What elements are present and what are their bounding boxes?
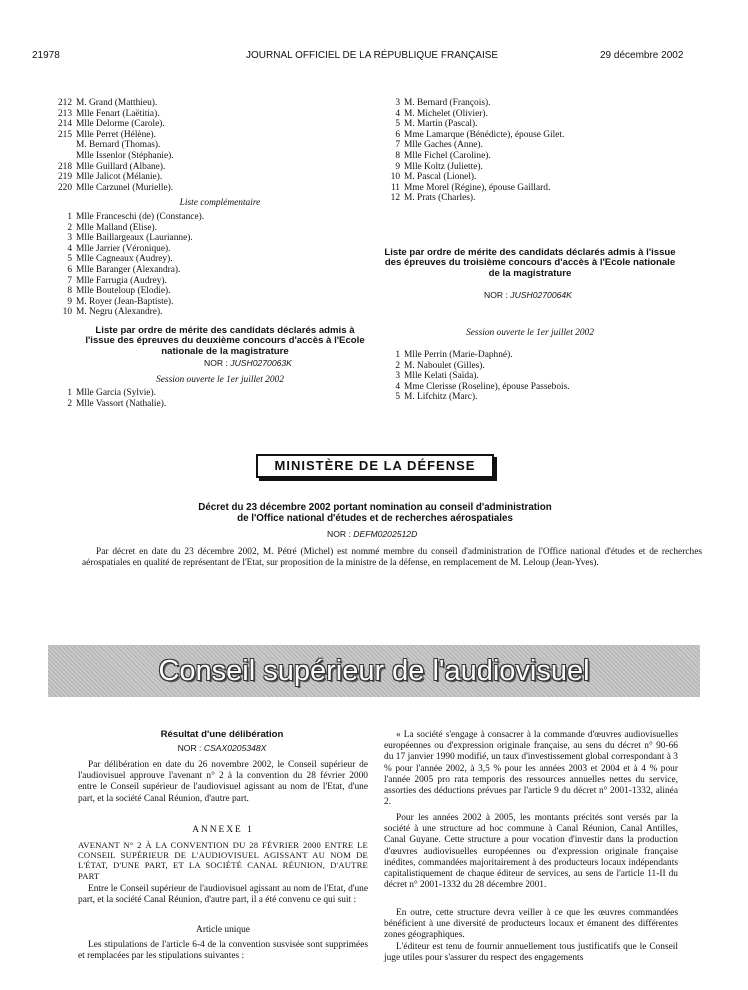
list-item-name: Mlle Cagneaux (Audrey). xyxy=(76,254,173,265)
list-item-name: M. Negru (Alexandre). xyxy=(76,307,163,318)
list-item-number: 5 xyxy=(395,392,400,403)
list-item-number: 219 xyxy=(57,172,72,183)
liste-complementaire-title: Liste complémentaire xyxy=(179,198,261,208)
list-item-number: 215 xyxy=(57,129,72,140)
left-list-2 xyxy=(50,212,350,318)
list-item xyxy=(50,286,350,297)
decret-body: Par décret en date du 23 décembre 2002, M. Pétré (Michel) est nommé membre du conseil d'administration de l'Office national d'études et de recherches aérospatiales en qualité de représentant de l'Etat, sur proposition de la ministre de la défense, en remplacement de M. Leloup (Jean-Yves). xyxy=(82,547,702,569)
list-item-name: Mlle Koltz (Juliette). xyxy=(404,161,483,172)
article-heading: Article unique xyxy=(196,925,250,935)
list-item xyxy=(50,399,350,410)
list-item-name: M. Bernard (François). xyxy=(404,98,491,108)
list-item-name: Mlle Vassort (Nathalie). xyxy=(76,398,167,409)
list-item-name: M. Pascal (Lionel). xyxy=(404,172,477,183)
list-item xyxy=(378,382,718,393)
decret-title-2: de l'Office national d'études et de recherches aérospatiales xyxy=(237,513,513,524)
list-item-name: Mlle Malland (Elise). xyxy=(76,222,157,233)
list-item-number: 12 xyxy=(390,193,400,204)
list-item-number: 8 xyxy=(67,286,72,297)
third-concours-title: Liste par ordre de mérite des candidats déclarés admis à l'issue des épreuves du troisième concours d'accès à l'Ecole nationale de la magistrature xyxy=(384,247,676,279)
list-item-number: 10 xyxy=(390,172,400,183)
list-item-number: 6 xyxy=(67,264,72,275)
list-item xyxy=(50,244,350,255)
list-item-number: 2 xyxy=(67,398,72,409)
nor-label: NOR : xyxy=(177,743,202,753)
list-item-number: 218 xyxy=(57,161,72,172)
stipulations-paragraph: Les stipulations de l'article 6-4 de la convention susvisée sont supprimées et remplacées par les stipulations suivantes : xyxy=(78,940,368,962)
list-item xyxy=(50,212,350,223)
list-item-number: 9 xyxy=(395,161,400,172)
list-item-name: Mlle Carzunel (Murielle). xyxy=(76,182,174,193)
list-item-number: 10 xyxy=(62,307,72,318)
page-number: 21978 xyxy=(32,50,60,61)
list-item xyxy=(378,392,718,403)
list-item xyxy=(378,371,718,382)
second-concours-nor xyxy=(204,358,292,368)
header-date: 29 décembre 2002 xyxy=(600,50,684,61)
list-item-name: Mlle Fichel (Caroline). xyxy=(404,150,491,161)
list-item-number: 9 xyxy=(67,296,72,307)
list-item xyxy=(50,223,350,234)
list-item-number: 4 xyxy=(395,381,400,392)
list-item-number: 3 xyxy=(395,98,400,108)
list-item-name: Mlle Perrin (Marie-Daphné). xyxy=(404,350,513,360)
list-item-name: Mlle Jalicot (Mélanie). xyxy=(76,172,163,183)
deliberation-intro: Par délibération en date du 26 novembre 2002, le Conseil supérieur de l'audiovisuel approuve l'avenant n° 2 à la convention du 28 février 2000 entre le Conseil supérieur de l'audiovisuel agissant au nom de l'Etat, d'une part, et la société Canal Réunion, d'autre part. xyxy=(78,760,368,804)
list-item-number: 3 xyxy=(395,371,400,382)
list-item-number: 5 xyxy=(67,254,72,265)
list-item-name: M. Bernard (Thomas). xyxy=(76,140,161,151)
list-item xyxy=(50,151,350,162)
list-item-number: 1 xyxy=(395,350,400,360)
nor-code: CSAX0205348X xyxy=(203,743,267,753)
second-concours-list xyxy=(50,388,350,409)
nor-code: JUSH0270064K xyxy=(510,290,572,300)
list-item xyxy=(378,361,718,372)
list-item-name: M. Naboulet (Gilles). xyxy=(404,360,485,371)
list-item-name: Mlle Gaches (Anne). xyxy=(404,140,483,151)
decret-nor xyxy=(327,529,417,539)
list-item xyxy=(50,162,350,173)
list-item-number: 7 xyxy=(395,140,400,151)
deliberation-title: Résultat d'une délibération xyxy=(160,729,284,740)
list-item-number: 1 xyxy=(67,388,72,398)
list-item xyxy=(50,307,350,318)
second-concours-title: Liste par ordre de mérite des candidats déclarés admis à l'issue des épreuves du deuxième concours d'accès à l'Ecole nationale de la magistrature xyxy=(85,325,365,357)
list-item-name: M. Martin (Pascal). xyxy=(404,119,478,130)
list-item-number: 8 xyxy=(395,150,400,161)
list-item xyxy=(378,140,718,151)
list-item-number: 2 xyxy=(395,360,400,371)
list-item-name: Mlle Baillargeaux (Laurianne). xyxy=(76,233,193,244)
list-item-name: Mlle Kelati (Saïda). xyxy=(404,371,479,382)
third-concours-list xyxy=(378,350,718,403)
right-paragraph-3: En outre, cette structure devra veiller à ce que les œuvres commandées bénéficient à une diversité de producteurs locaux et émanent des différentes zones géographiques. xyxy=(384,908,678,941)
avenant-heading: AVENANT N° 2 À LA CONVENTION DU 28 FÉVRIER 2000 ENTRE LE CONSEIL SUPÉRIEUR DE L'AUDIOVISUEL AGISSANT AU NOM DE L'ÉTAT, D'UNE PART, ET LA SOCIÉTÉ CANAL RÉUNION, D'AUTRE PART xyxy=(78,840,368,881)
list-item-name: Mlle Franceschi (de) (Constance). xyxy=(76,212,205,222)
list-item-name: Mme Morel (Régine), épouse Gaillard. xyxy=(404,182,551,193)
list-item xyxy=(378,109,718,120)
list-item-number: 1 xyxy=(67,212,72,222)
list-item-name: Mlle Jarrier (Véronique). xyxy=(76,243,171,254)
list-item xyxy=(378,172,718,183)
list-item xyxy=(50,254,350,265)
list-item xyxy=(50,172,350,183)
third-concours-session: Session ouverte le 1er juillet 2002 xyxy=(466,328,594,338)
list-item-name: M. Grand (Matthieu). xyxy=(76,98,158,108)
annexe-heading: ANNEXE 1 xyxy=(192,825,254,835)
list-item-number: 5 xyxy=(395,119,400,130)
list-item xyxy=(378,119,718,130)
list-item-name: Mme Clerisse (Roseline), épouse Passebois. xyxy=(404,381,570,392)
ministry-box: MINISTÈRE DE LA DÉFENSE xyxy=(256,454,494,478)
list-item-name: Mlle Fenart (Laëtitia). xyxy=(76,108,160,119)
list-item xyxy=(50,297,350,308)
list-item-name: M. Lifchitz (Marc). xyxy=(404,392,478,403)
list-item-number: 3 xyxy=(67,233,72,244)
nor-label: NOR : xyxy=(327,529,351,539)
right-paragraph-2: Pour les années 2002 à 2005, les montants précités sont versés par la société à une structure ad hoc commune à Canal Réunion, Canal Antilles, Canal Guyane. Cette structure a pour vocation d'investir dans la production d'œuvres audiovisuelles européennes ou d'expression originale française inédites, commandées majoritairement à des producteurs locaux indépendants capitalistiquement de chaque éditeur de services, au sens de l'article 11-II du décret n° 2001-1332 du 28 décembre 2001. xyxy=(384,813,678,891)
list-item xyxy=(50,119,350,130)
list-item-name: Mlle Baranger (Alexandra). xyxy=(76,264,181,275)
list-item xyxy=(50,276,350,287)
list-item-name: M. Prats (Charles). xyxy=(404,193,476,204)
deliberation-nor xyxy=(82,743,362,753)
right-list-1 xyxy=(378,98,718,204)
list-item-name: Mlle Farrugia (Audrey). xyxy=(76,275,167,286)
list-item xyxy=(378,193,718,204)
list-item xyxy=(50,265,350,276)
list-item xyxy=(378,151,718,162)
list-item-number: 2 xyxy=(67,222,72,233)
decret-title-1: Décret du 23 décembre 2002 portant nomination au conseil d'administration xyxy=(198,502,552,513)
left-list-1 xyxy=(50,98,350,193)
list-item xyxy=(378,162,718,173)
list-item-name: Mlle Perret (Hélène). xyxy=(76,129,156,140)
nor-code: DEFM0202512D xyxy=(353,529,418,539)
list-item-number: 213 xyxy=(57,108,72,119)
parties-paragraph: Entre le Conseil supérieur de l'audiovisuel agissant au nom de l'Etat, d'une part, et la société Canal Réunion, d'autre part, il a été convenu ce qui suit : xyxy=(78,884,368,906)
right-paragraph-4: L'éditeur est tenu de fournir annuellement tous justificatifs que le Conseil juge utiles pour s'assurer du respect des engagements xyxy=(384,942,678,964)
list-item-number: 220 xyxy=(57,182,72,193)
list-item-number: 7 xyxy=(67,275,72,286)
journal-title: JOURNAL OFFICIEL DE LA RÉPUBLIQUE FRANÇAISE xyxy=(246,50,499,61)
list-item xyxy=(50,140,350,151)
list-item xyxy=(50,130,350,141)
list-item-name: M. Michelet (Olivier). xyxy=(404,108,488,119)
list-item-name: Mlle Issenlor (Stéphanie). xyxy=(76,150,174,161)
list-item xyxy=(50,233,350,244)
list-item xyxy=(378,183,718,194)
second-concours-session: Session ouverte le 1er juillet 2002 xyxy=(156,375,284,385)
nor-label: NOR : xyxy=(204,358,228,368)
third-concours-nor xyxy=(484,290,572,300)
list-item-name: Mme Lamarque (Bénédicte), épouse Gilet. xyxy=(404,129,565,140)
list-item xyxy=(378,350,718,361)
list-item xyxy=(50,98,350,109)
list-item-number: 4 xyxy=(395,108,400,119)
list-item xyxy=(378,130,718,141)
nor-label: NOR : xyxy=(484,290,508,300)
list-item xyxy=(50,388,350,399)
list-item-number: 11 xyxy=(390,182,400,193)
list-item-name: Mlle Garcia (Sylvie). xyxy=(76,388,156,398)
list-item xyxy=(378,98,718,109)
list-item-number: 6 xyxy=(395,129,400,140)
list-item-number: 214 xyxy=(57,119,72,130)
list-item-name: Mlle Delorme (Carole). xyxy=(76,119,165,130)
csa-banner: Conseil supérieur de l'audiovisuel xyxy=(48,645,700,697)
right-paragraph-1: « La société s'engage à consacrer à la commande d'œuvres audiovisuelles européennes ou d'expression originale française, au sens du décret n° 90-66 du 17 janvier 1990 modifié, un taux d'investissement global correspondant à 3 % pour l'année 2002, à 3,5 % pour les années 2003 et 2004 et à 4 % pour l'année 2005 pro rata temporis des ressources annuelles nettes du service, assorties des déductions prévues par l'article 9 du décret n° 2001-1332, alinéa 2. xyxy=(384,730,678,808)
list-item xyxy=(50,183,350,194)
list-item xyxy=(50,109,350,120)
list-item-number: 212 xyxy=(57,98,72,108)
nor-code: JUSH0270063K xyxy=(230,358,292,368)
list-item-number: 4 xyxy=(67,243,72,254)
list-item-name: Mlle Guillard (Albane). xyxy=(76,161,166,172)
list-item-name: M. Royer (Jean-Baptiste). xyxy=(76,296,174,307)
list-item-name: Mlle Bouteloup (Elodie). xyxy=(76,286,171,297)
